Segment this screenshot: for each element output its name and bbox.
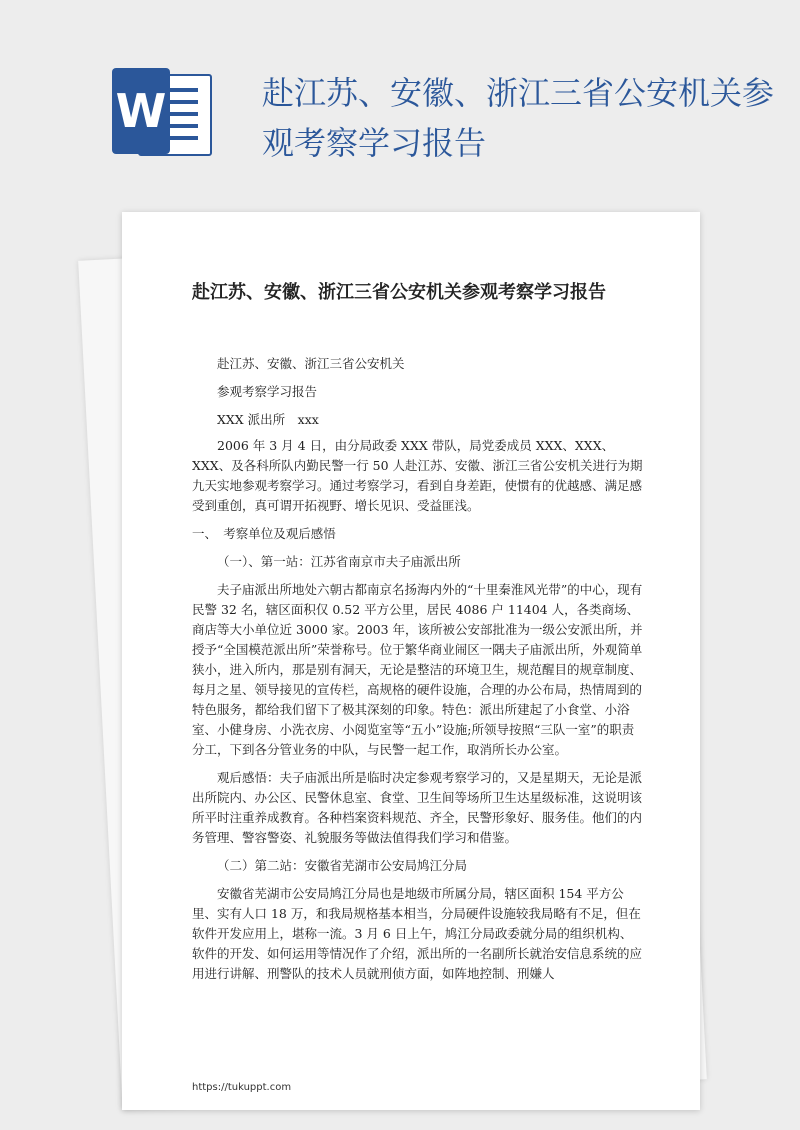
section-heading: 一、 考察单位及观后感悟 <box>192 526 336 541</box>
word-document-icon <box>112 68 212 154</box>
paragraph: 2006 年 3 月 4 日，由分局政委 XXX 带队，局党委成员 XXX、XXX、XXX、及各科所队内勤民警一行 50 人赴江苏、安徽、浙江三省公安机关进行为期九天实地参观考察学习。通过考察学习，看到自身差距，使惯有的优越感、满足感受到重创，真可谓开拓视野、增长见识、受益匪浅。 <box>192 438 643 513</box>
document-page <box>122 212 700 1110</box>
word-letter-badge: W <box>112 68 170 154</box>
subsection-heading: （一）、第一站：江苏省南京市夫子庙派出所 <box>217 554 461 569</box>
subsection-heading: （二）第二站：安徽省芜湖市公安局鸠江分局 <box>217 858 468 873</box>
document-body <box>192 354 644 984</box>
intro-line: 参观考察学习报告 <box>217 384 318 399</box>
paragraph: 观后感悟：夫子庙派出所是临时决定参观考察学习的，又是星期天，无论是派出所院内、办公区、民警休息室、食堂、卫生间等场所卫生达星级标准，这说明该所平时注重养成教育。各种档案资料规范、齐全，民警形象好、服务佳。他们的内务管理、警容警姿、礼貌服务等做法值得我们学习和借鉴。 <box>192 770 643 845</box>
header-banner <box>0 0 800 210</box>
intro-line: XXX 派出所 xxx <box>217 412 319 427</box>
banner-title: 赴江苏、安徽、浙江三省公安机关参观考察学习报告 <box>262 74 775 162</box>
document-title: 赴江苏、安徽、浙江三省公安机关参观考察学习报告 <box>192 282 606 303</box>
paragraph: 夫子庙派出所地处六朝古都南京名扬海内外的“十里秦淮风光带”的中心，现有民警 32 名，辖区面积仅 0.52 平方公里，居民 4086 户 11404 人，各类商场、商店等大小单位近 3000 家。2003 年，该所被公安部批准为一级公安派出所，并授予“全国模范派出所”荣誉称号。位于繁华商业闹区一隅夫子庙派出所，外观简单狭小，进入所内，那是别有洞天，无论是整洁的环境卫生，规范醒目的规章制度、每月之星、领导接见的宣传栏，高规格的硬件设施，合理的办公布局，热情周到的特色服务，都给我们留下了极其深刻的印象。特色：派出所建起了小食堂、小浴室、小健身房、小洗衣房、小阅览室等“五小”设施;所领导按照“三队一室”的职责分工，下到各分管业务的中队，与民警一起工作，取消所长办公室。 <box>192 582 643 757</box>
footer-url: https://tukuppt.com <box>192 1082 292 1093</box>
paragraph: 安徽省芜湖市公安局鸠江分局也是地级市所属分局，辖区面积 154 平方公里、实有人口 18 万，和我局规格基本相当，分局硬件设施较我局略有不足，但在软件开发应用上，堪称一流。3 月 6 日上午，鸠江分局政委就分局的组织机构、软件的开发、如何运用等情况作了介绍，派出所的一名副所长就治安信息系统的应用进行讲解、刑警队的技术人员就刑侦方面，如阵地控制、刑嫌人 <box>192 886 643 981</box>
intro-line: 赴江苏、安徽、浙江三省公安机关 <box>217 356 405 371</box>
